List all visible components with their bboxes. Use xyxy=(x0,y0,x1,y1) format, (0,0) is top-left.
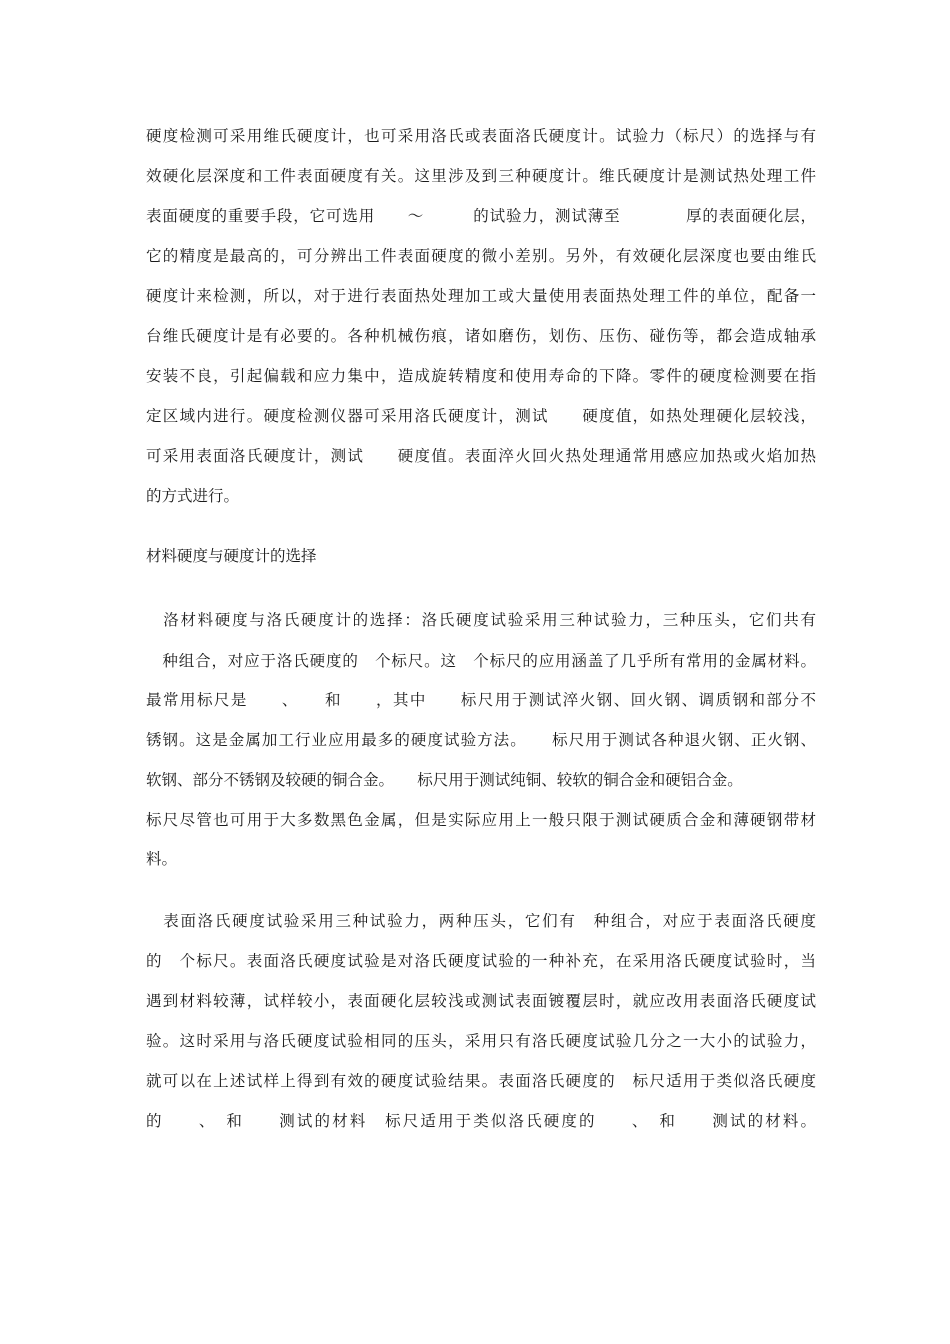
text-line: 标尺尽管也可用于大多数黑色金属，但是实际应用上一般只限于测试硬质合金和薄硬钢带材 xyxy=(146,811,816,829)
text-line: 表面洛氏硬度试验采用三种试验力，两种压头，它们有 种组合，对应于表面洛氏硬度 xyxy=(146,912,816,930)
text-line: 的方式进行。 xyxy=(146,487,240,505)
text-line: 的 、 和 测试的材料 标尺适用于类似洛氏硬度的 、 和 测试的材料。 xyxy=(146,1112,816,1130)
text-line: 种组合，对应于洛氏硬度的 个标尺。这 个标尺的应用涵盖了几乎所有常用的金属材料。 xyxy=(146,652,816,670)
text-line: 硬度检测可采用维氏硬度计，也可采用洛氏或表面洛氏硬度计。试验力（标尺）的选择与有 xyxy=(146,127,816,145)
text-line: 的 个标尺。表面洛氏硬度试验是对洛氏硬度试验的一种补充，在采用洛氏硬度试验时，当 xyxy=(146,952,816,970)
text-line: 台维氏硬度计是有必要的。各种机械伤痕，诸如磨伤，划伤、压伤、碰伤等，都会造成轴承 xyxy=(146,327,816,345)
text-line: 效硬化层深度和工件表面硬度有关。这里涉及到三种硬度计。维氏硬度计是测试热处理工件 xyxy=(146,167,816,185)
text-line: 表面硬度的重要手段，它可选用 ～ 的试验力，测试薄至 厚的表面硬化层， xyxy=(146,207,816,225)
text-line: 料。 xyxy=(146,850,178,868)
text-line: 遇到材料较薄，试样较小，表面硬化层较浅或测试表面镀覆层时，就应改用表面洛氏硬度试 xyxy=(146,992,816,1010)
text-line: 硬度计来检测，所以，对于进行表面热处理加工或大量使用表面热处理工件的单位，配备一 xyxy=(146,287,816,305)
text-line: 最常用标尺是 、 和 ，其中 标尺用于测试淬火钢、回火钢、调质钢和部分不 xyxy=(146,691,816,709)
text-line: 锈钢。这是金属加工行业应用最多的硬度试验方法。 标尺用于测试各种退火钢、正火钢、 xyxy=(146,731,816,749)
section-heading: 材料硬度与硬度计的选择 xyxy=(146,547,317,565)
text-line: 软钢、部分不锈钢及较硬的铜合金。 标尺用于测试纯铜、较软的铜合金和硬铝合金。 xyxy=(146,771,743,789)
text-line: 定区域内进行。硬度检测仪器可采用洛氏硬度计，测试 硬度值，如热处理硬化层较浅， xyxy=(146,407,816,425)
text-line: 洛材料硬度与洛氏硬度计的选择：洛氏硬度试验采用三种试验力，三种压头，它们共有 xyxy=(146,611,816,629)
text-line: 它的精度是最高的，可分辨出工件表面硬度的微小差别。另外，有效硬化层深度也要由维氏 xyxy=(146,247,816,265)
text-line: 可采用表面洛氏硬度计，测试 硬度值。表面淬火回火热处理通常用感应加热或火焰加热 xyxy=(146,447,816,465)
text-line: 就可以在上述试样上得到有效的硬度试验结果。表面洛氏硬度的 标尺适用于类似洛氏硬度 xyxy=(146,1072,816,1090)
text-line: 验。这时采用与洛氏硬度试验相同的压头，采用只有洛氏硬度试验几分之一大小的试验力， xyxy=(146,1032,816,1050)
text-line: 安装不良，引起偏载和应力集中，造成旋转精度和使用寿命的下降。零件的硬度检测要在指 xyxy=(146,367,816,385)
